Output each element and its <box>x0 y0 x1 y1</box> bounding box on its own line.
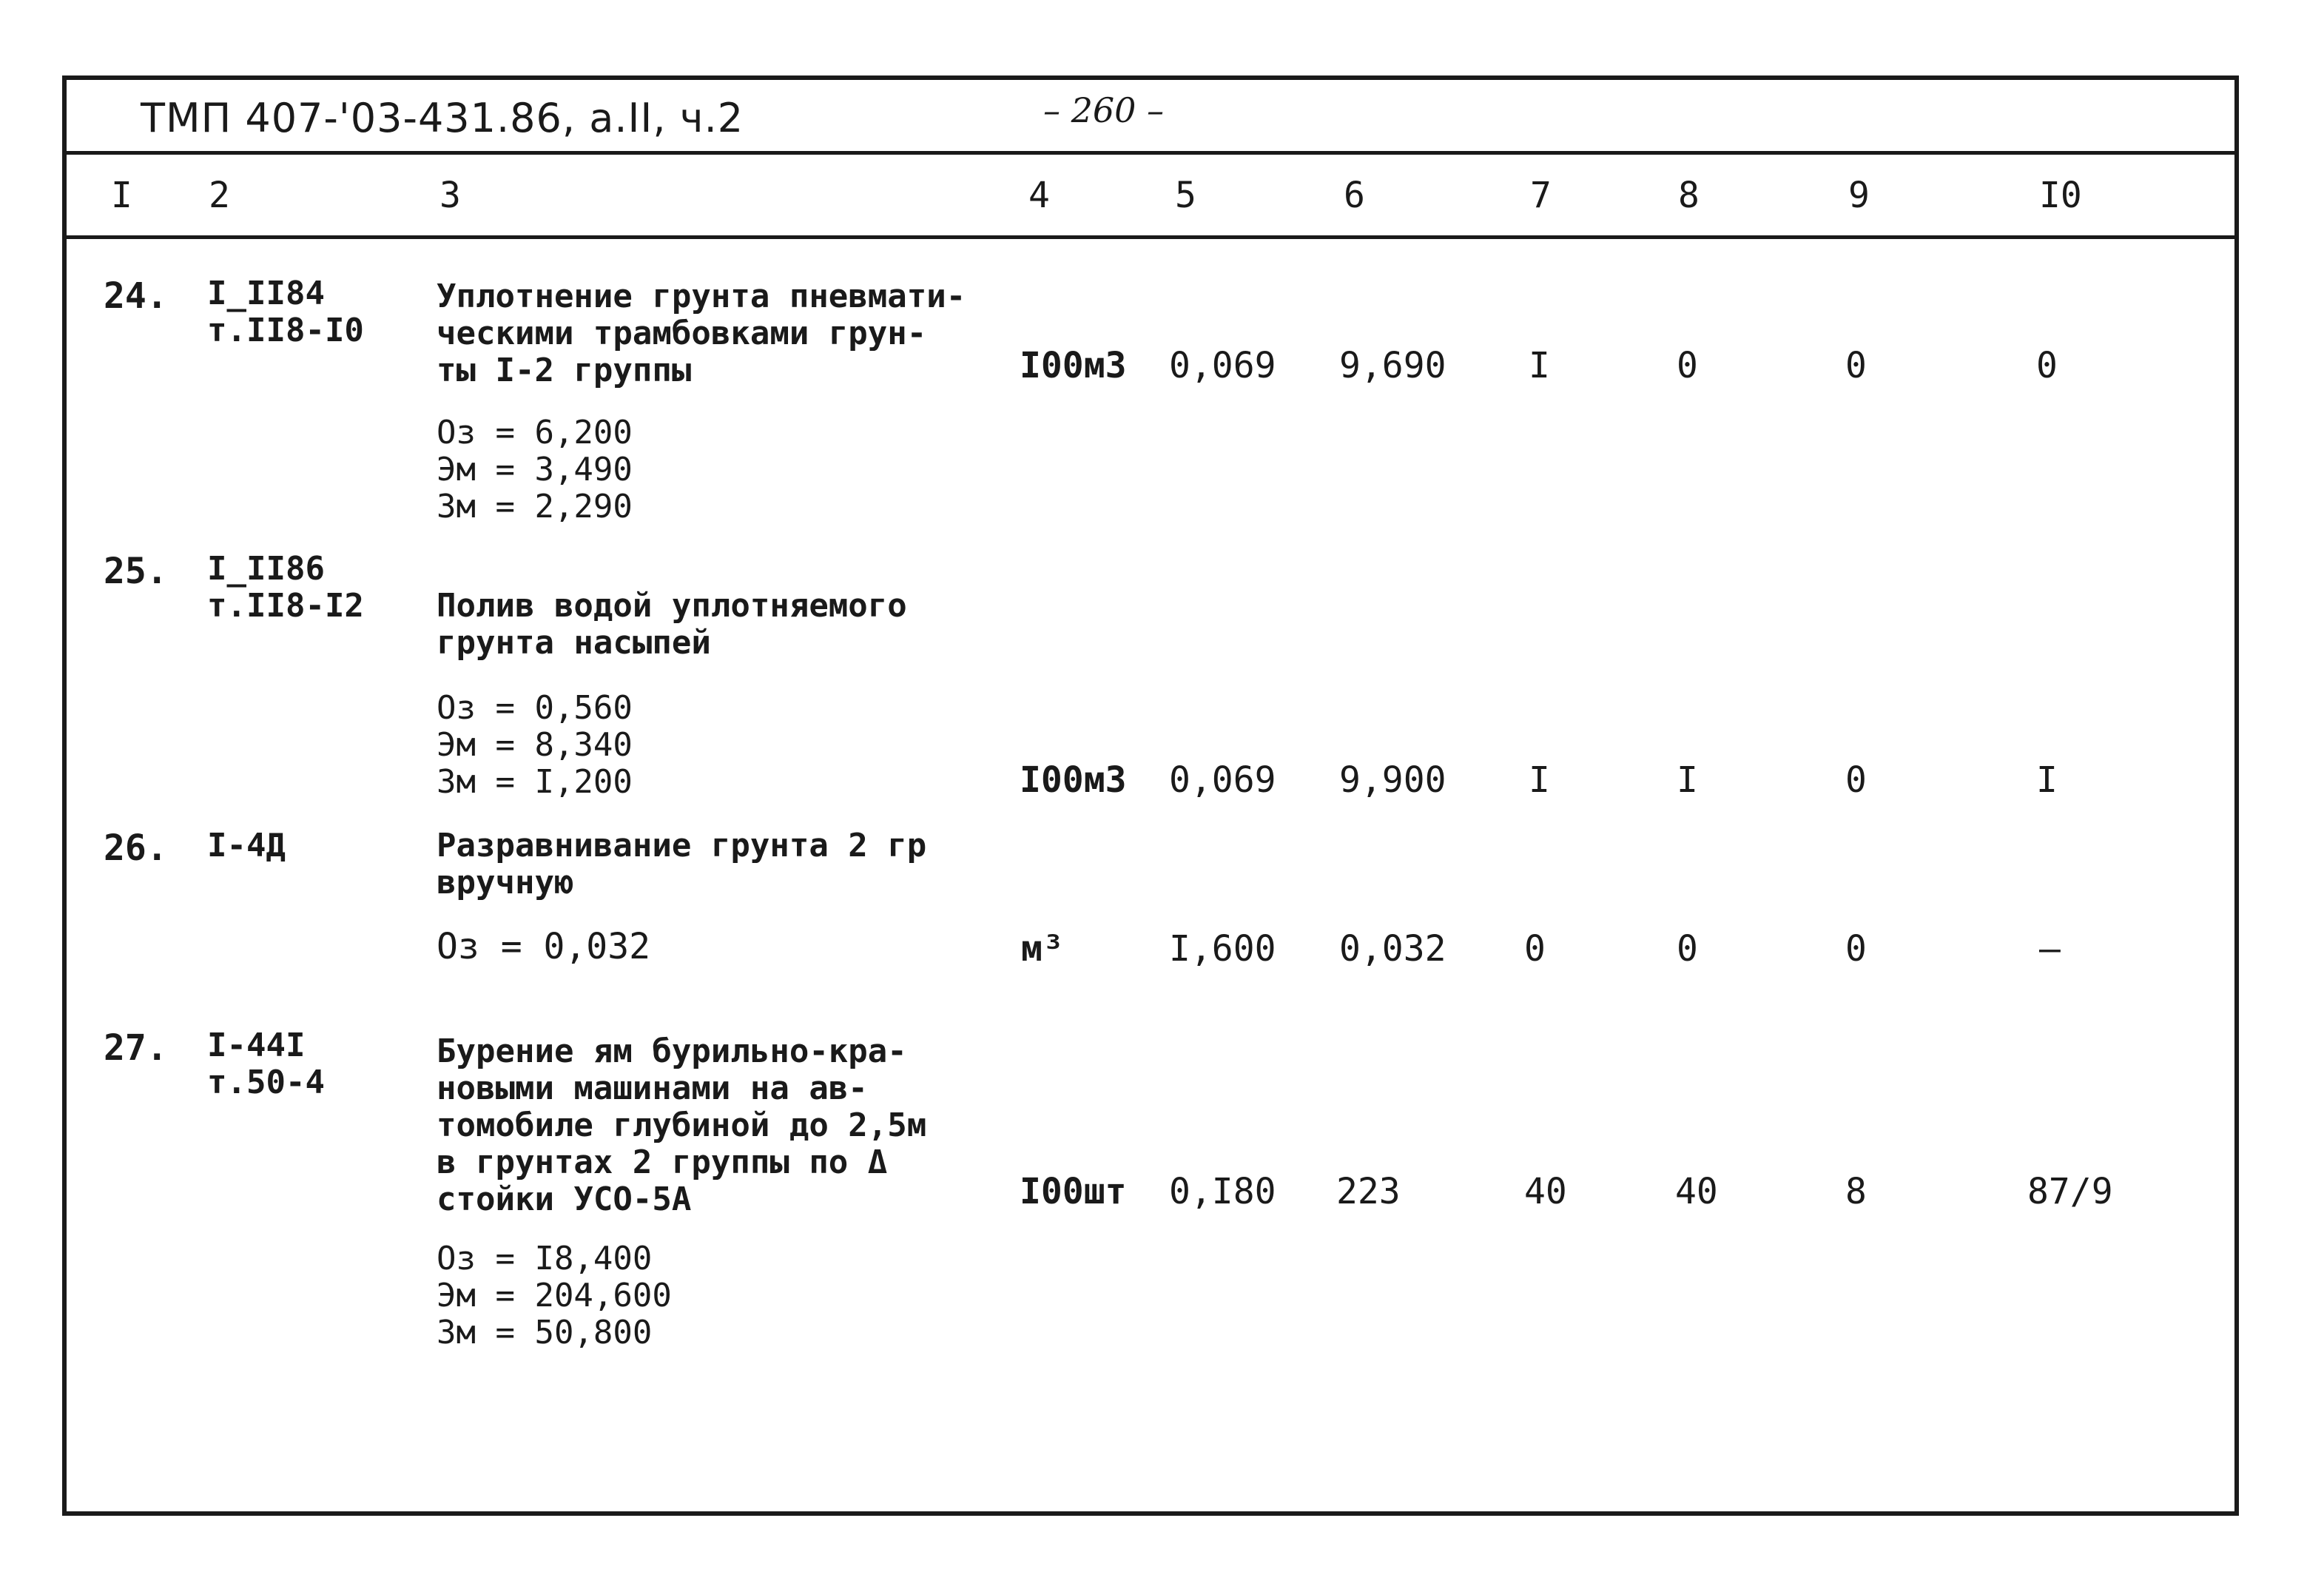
row-description: Уплотнение грунта пневмати- ческими трамбовками грун- ты I-2 группы <box>437 278 966 389</box>
row-code: I-4Д <box>207 827 286 864</box>
column-header-7: 7 <box>1530 175 1552 216</box>
column-header-2: 2 <box>209 175 230 216</box>
column-header-1: I <box>111 175 132 216</box>
column-10-cell: 0 <box>2036 345 2058 386</box>
column-9-cell: 0 <box>1845 759 1867 801</box>
row-description: Разравнивание грунта 2 гр вручную <box>437 827 927 901</box>
unit-cell: I00м3 <box>1020 345 1127 386</box>
column-header-6: 6 <box>1344 175 1365 216</box>
column-header-10: I0 <box>2039 175 2082 216</box>
column-6-cell: 223 <box>1336 1171 1401 1212</box>
column-7-cell: 40 <box>1524 1171 1567 1212</box>
row-number: 25. <box>104 551 168 592</box>
row-code: I_II84 т.II8-I0 <box>207 275 364 349</box>
quantity-cell: 0,I80 <box>1169 1171 1276 1212</box>
column-6-cell: 9,690 <box>1339 345 1446 386</box>
row-parameters: Оз = 6,200 Эм = 3,490 Зм = 2,290 <box>437 414 633 525</box>
page-frame <box>62 75 2239 1516</box>
column-header-5: 5 <box>1175 175 1196 216</box>
column-header-9: 9 <box>1848 175 1870 216</box>
row-code: I-44I т.50-4 <box>207 1027 325 1101</box>
row-parameters: Оз = 0,560 Эм = 8,340 Зм = I,200 <box>437 689 633 801</box>
row-number: 27. <box>104 1027 168 1069</box>
column-8-cell: 0 <box>1677 928 1698 970</box>
row-description: Полив водой уплотняемого грунта насыпей <box>437 587 907 662</box>
column-header-3: 3 <box>439 175 461 216</box>
row-number: 24. <box>104 275 168 317</box>
page-number: – 260 – <box>1043 90 1165 130</box>
row-parameters: Оз = 0,032 <box>437 926 650 967</box>
unit-cell: I00м3 <box>1020 759 1127 801</box>
column-8-cell: 0 <box>1677 345 1698 386</box>
unit-cell: м³ <box>1021 928 1064 970</box>
quantity-cell: I,600 <box>1169 928 1276 970</box>
column-7-cell: I <box>1529 759 1550 801</box>
row-description: Бурение ям бурильно-кра- новыми машинами на ав- томобиле глубиной до 2,5м в грунтах 2 группы по Δ стойки УСО-5А <box>437 1032 927 1218</box>
column-7-cell: 0 <box>1524 928 1546 970</box>
column-7-cell: I <box>1529 345 1550 386</box>
quantity-cell: 0,069 <box>1169 345 1276 386</box>
column-header-4: 4 <box>1028 175 1050 216</box>
column-8-cell: 40 <box>1675 1171 1718 1212</box>
unit-cell: I00шт <box>1020 1171 1127 1212</box>
column-6-cell: 9,900 <box>1339 759 1446 801</box>
column-9-cell: 8 <box>1845 1171 1867 1212</box>
row-parameters: Оз = I8,400 Эм = 204,600 Зм = 50,800 <box>437 1240 672 1351</box>
column-10-cell: – <box>2039 928 2061 970</box>
row-number: 26. <box>104 827 168 869</box>
column-9-cell: 0 <box>1845 928 1867 970</box>
column-10-cell: I <box>2036 759 2058 801</box>
column-header-8: 8 <box>1678 175 1700 216</box>
header-divider <box>62 151 2239 155</box>
column-8-cell: I <box>1677 759 1698 801</box>
column-9-cell: 0 <box>1845 345 1867 386</box>
column-6-cell: 0,032 <box>1339 928 1446 970</box>
document-code: ТМП 407-'03-431.86, а.II, ч.2 <box>141 95 744 141</box>
column-10-cell: 87/9 <box>2027 1171 2113 1212</box>
row-code: I_II86 т.II8-I2 <box>207 550 364 625</box>
quantity-cell: 0,069 <box>1169 759 1276 801</box>
column-header-divider <box>62 235 2239 239</box>
